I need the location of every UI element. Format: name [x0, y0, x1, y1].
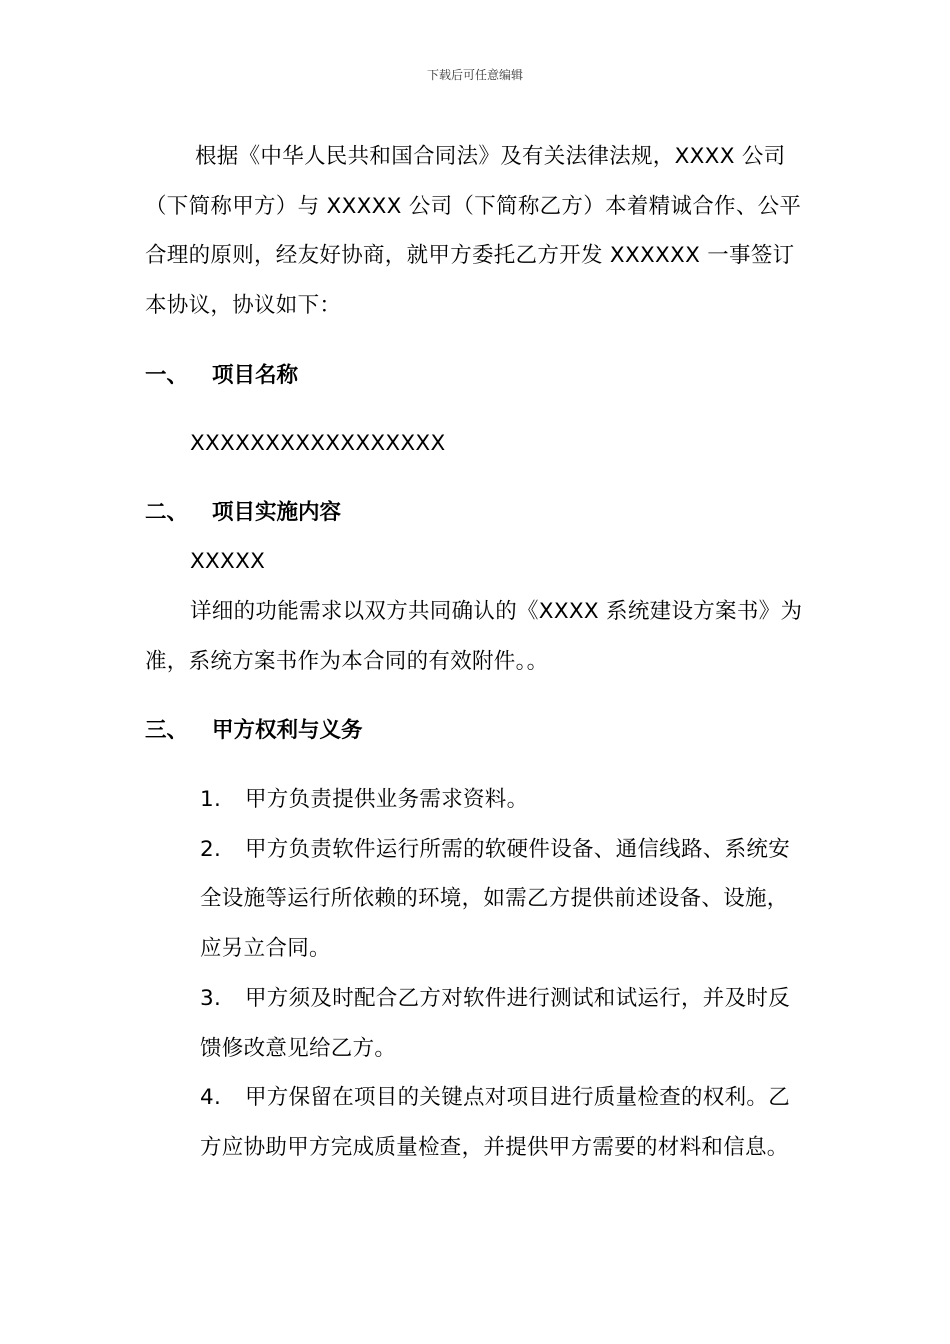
obligation-item-4-line-1: 甲方保留在项目的关键点对项目进行质量检查的权利。乙: [245, 1085, 791, 1110]
obligation-item-2-line-3: 应另立合同。: [200, 936, 331, 961]
section-1-content: XXXXXXXXXXXXXXXXX: [190, 431, 446, 456]
section-3-number: 三、: [145, 718, 189, 743]
section-1-number: 一、: [145, 363, 189, 388]
section-2-title: 项目实施内容: [212, 500, 342, 525]
intro-line-2: （下简称甲方）与 XXXXX 公司（下简称乙方）本着精诚合作、公平: [145, 194, 802, 219]
obligation-item-1-line-1: 甲方负责提供业务需求资料。: [245, 787, 529, 812]
section-2-detail-line-1: 详细的功能需求以双方共同确认的《XXXX 系统建设方案书》为: [190, 599, 803, 624]
intro-line-3: 合理的原则，经友好协商，就甲方委托乙方开发 XXXXXX 一事签订: [145, 243, 795, 268]
obligation-item-3-line-1: 甲方须及时配合乙方对软件进行测试和试运行，并及时反: [245, 986, 791, 1011]
section-1-heading: [145, 361, 298, 391]
section-3-title: 甲方权利与义务: [212, 718, 363, 743]
section-2-detail-line-2: 准，系统方案书作为本合同的有效附件。。: [145, 649, 549, 674]
obligation-item-3: [200, 984, 865, 1014]
obligation-item-1-number: 1.: [200, 787, 222, 812]
section-1-title: 项目名称: [212, 363, 299, 388]
obligation-item-2-number: 2.: [200, 837, 222, 862]
intro-line-4: 本协议，协议如下：: [145, 293, 342, 318]
section-3-heading: [145, 716, 363, 746]
header-note: 下载后可任意编辑: [426, 68, 523, 82]
section-2-content: XXXXX: [190, 549, 266, 574]
obligation-item-4-line-2: 方应协助甲方完成质量检查，并提供甲方需要的材料和信息。: [200, 1135, 789, 1160]
section-2-number: 二、: [145, 500, 189, 525]
obligation-item-2-line-1: 甲方负责软件运行所需的软硬件设备、通信线路、系统安: [245, 837, 791, 862]
obligation-item-4: [200, 1083, 865, 1113]
obligation-item-2: [200, 835, 865, 865]
section-2-heading: [145, 498, 341, 528]
obligation-item-4-number: 4.: [200, 1085, 222, 1110]
obligation-item-3-line-2: 馈修改意见给乙方。: [200, 1036, 397, 1061]
intro-line-1: 根据《中华人民共和国合同法》及有关法律法规，XXXX 公司: [195, 144, 786, 169]
obligation-item-2-line-2: 全设施等运行所依赖的环境，如需乙方提供前述设备、设施，: [200, 886, 789, 911]
obligation-item-1: [200, 785, 865, 815]
obligation-item-3-number: 3.: [200, 986, 222, 1011]
